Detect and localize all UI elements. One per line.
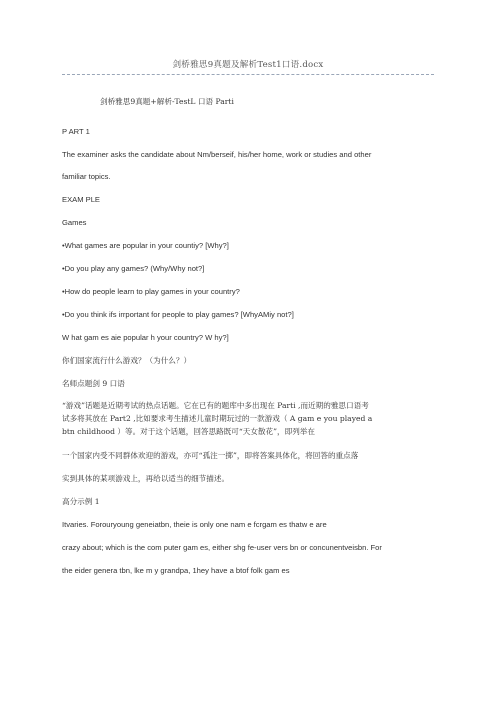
document-subtitle: 剑桥雅思9真题+解析-TestL 口语 Parti	[100, 97, 234, 106]
example-heading: EXAM PLE	[62, 195, 100, 204]
question-item: •How do people learn to play games in your country?	[62, 287, 240, 296]
title-divider	[62, 74, 434, 75]
question-item: •Do you think ifs irrportant for people to play games? [WhyAMiy not?]	[62, 310, 294, 319]
comment-paragraph-1-line-1: “游戏”话题是近期考试的热点话题。它在已有的题库中多出现在 Parti ,而近期的雅思口语考	[62, 401, 369, 410]
document-title: 剑桥雅思9真题及解析Test1口语.docx	[172, 60, 324, 70]
comment-paragraph-2-line-2: 实到具体的某项游戏上，再给以适当的细节描述。	[62, 474, 230, 483]
comment-paragraph-2-line-1: 一个国家内受不同群体欢迎的游戏，亦可“孤注一掷”，即将答案具体化，将回答的重点落	[62, 451, 359, 460]
question-chinese: 你们国家流行什么游戏？（为什么？）	[62, 356, 192, 365]
part-heading: P ART 1	[62, 127, 90, 136]
intro-line-2: familiar topics.	[62, 172, 111, 181]
comment-paragraph-1-line-2: 试多将其放在 Part2 ,比如要求考生描述儿童时期玩过的一款游戏（ A gam e you played a	[62, 414, 373, 423]
teacher-comment-label: 名师点题剑 9 口语	[62, 379, 125, 388]
topic-heading: Games	[62, 218, 87, 227]
sample-answer-line-3: the eider genera tbn, lke m y grandpa, 1hey have a btof folk gam es	[62, 566, 290, 575]
sample-answer-line-2: crazy about; which is the com puter gam es, either shg fe-user vers bn or concunentveisbn. For	[62, 543, 382, 552]
intro-line-1: The examiner asks the candidate about Nm/berseif, his/her home, work or studies and other	[62, 150, 372, 159]
sample-answer-label: 高分示例 1	[62, 497, 100, 506]
question-item: •What games are popular in your countiy? [Why?]	[62, 241, 229, 250]
question-repeat: W hat gam es aie popular h your country? W hy?]	[62, 333, 229, 342]
comment-paragraph-1-line-3: btn childhood ）等。对于这个话题，回答思路既可“天女散花”，即列举在	[62, 427, 315, 436]
question-item: •Do you play any games? (Why/Why not?]	[62, 264, 205, 273]
sample-answer-line-1: Itvaries. Forouryoung geneiatbn, theie is only one nam e fcrgam es thatw e are	[62, 520, 327, 529]
